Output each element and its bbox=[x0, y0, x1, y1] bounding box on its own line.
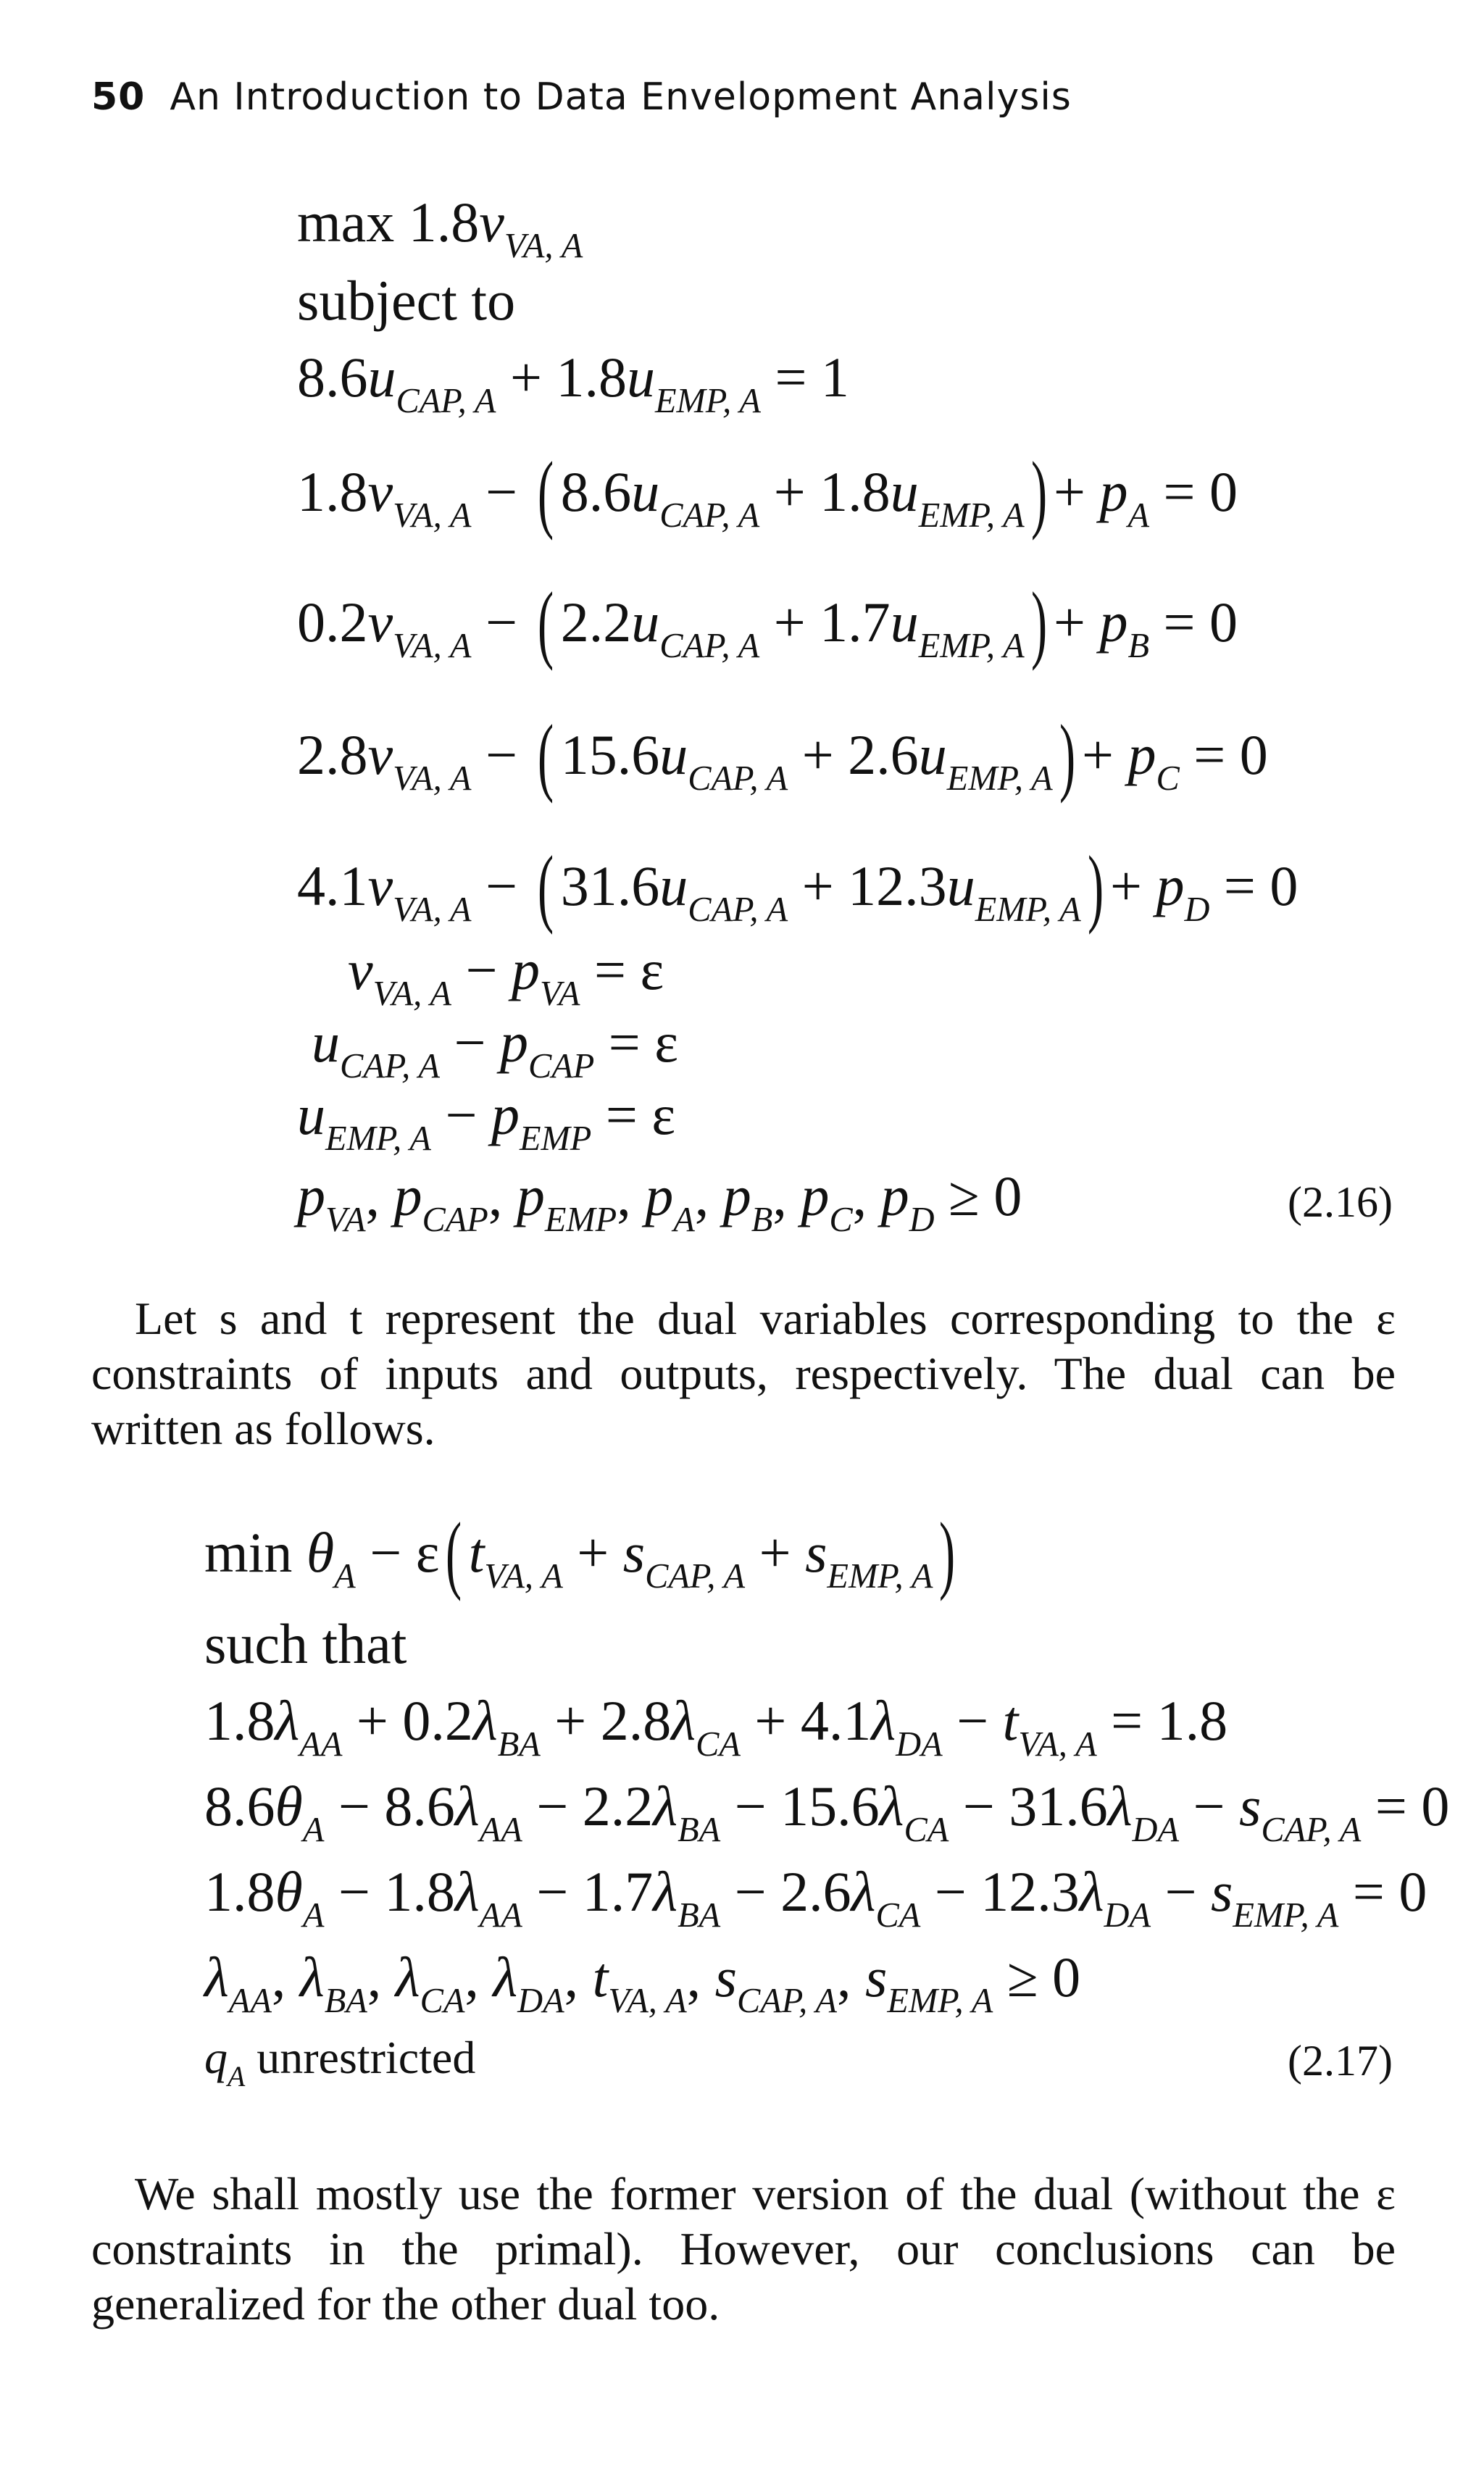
eq216-constraint-a: $1.8v_{VA, A}$ − ( $8.6u_{CAP, A} + 1.8u_{EMP, A}) + p_A = 0$ bbox=[297, 443, 1238, 541]
eq216-nonneg: $p_{VA}$, $p_{CAP}$, $p_{EMP}$, $p_A$, $p_B$, $p_C$, $p_D \ge 0$ bbox=[297, 1164, 1022, 1239]
eq217-objective: $\min \theta_A - \varepsilon$( $t_{VA, A} + s_{CAP, A} + s_{EMP, A}$) bbox=[204, 1504, 956, 1602]
eq216-constraint-b: $0.2v_{VA, A}$ − ( $2.2u_{CAP, A} + 1.7u_{EMP, A}) + p_B = 0$ bbox=[297, 574, 1238, 672]
eq216-eps-cap: $u_{CAP, A} - p_{CAP} = \varepsilon$ bbox=[312, 1011, 679, 1085]
paragraph-text: We shall mostly use the former version of the dual (without the ε constraints in the primal). However, our conclusions can be generalized for the other dual too. bbox=[91, 2168, 1396, 2330]
eq217-such-that: such that bbox=[204, 1612, 407, 1675]
equation-number-216: (2.16) bbox=[1288, 1178, 1393, 1226]
min-keyword: min bbox=[204, 1521, 293, 1584]
eq217-nonneg: $\lambda_{AA}$, $\lambda_{BA}$, $\lambda_{CA}$, $\lambda_{DA}$, $t_{VA, A}$, $s_{CAP, A}$, $s_{EMP, A} \ge 0$ bbox=[204, 1946, 1081, 2020]
paragraph-conclusion bbox=[91, 2167, 1396, 2332]
nonneg-sign: ≥ 0 bbox=[949, 1164, 1022, 1227]
epsilon: ε bbox=[640, 938, 664, 1001]
running-title: An Introduction to Data Envelopment Analysis bbox=[170, 75, 1072, 119]
eq216-eps-va: $v_{VA, A} - p_{VA} = \varepsilon$ bbox=[348, 938, 664, 1013]
running-header bbox=[91, 75, 1072, 119]
eq216-eps-emp: $u_{EMP, A} - p_{EMP} = \varepsilon$ bbox=[297, 1083, 676, 1158]
unrestricted-text: unrestricted bbox=[257, 2032, 476, 2083]
eq216-constraint-1: $8.6u_{CAP, A} + 1.8u_{EMP, A} = 1$ bbox=[297, 346, 849, 420]
eq217-unrestricted: $q_A$ unrestricted bbox=[204, 2032, 476, 2093]
eq217-constraint-2: $8.6\theta_A - 8.6\lambda_{AA} - 2.2\lambda_{BA} - 15.6\lambda_{CA} - 31.6\lambda_{DA} - s_{CAP, A} = 0$ bbox=[204, 1775, 1450, 1849]
eq216-subject-to: subject to bbox=[297, 269, 516, 332]
eq216-constraint-d: $4.1v_{VA, A}$ − ( $31.6u_{CAP, A} + 12.3u_{EMP, A}) + p_D = 0$ bbox=[297, 838, 1298, 935]
equation-number-217: (2.17) bbox=[1288, 2037, 1393, 2085]
paragraph-text: Let s and t represent the dual variables corresponding to the ε constraints of inputs and outputs, respectively. The dual can be written as follows. bbox=[91, 1293, 1396, 1454]
eq217-constraint-3: $1.8\theta_A - 1.8\lambda_{AA} - 1.7\lambda_{BA} - 2.6\lambda_{CA} - 12.3\lambda_{DA} - s_{EMP, A} = 0$ bbox=[204, 1860, 1427, 1935]
eq217-constraint-1: $1.8\lambda_{AA} + 0.2\lambda_{BA} + 2.8\lambda_{CA} + 4.1\lambda_{DA} - t_{VA, A} = 1.8$ bbox=[204, 1689, 1228, 1764]
paragraph-dual-intro bbox=[91, 1291, 1396, 1456]
page-number: 50 bbox=[91, 75, 146, 119]
max-keyword: max bbox=[297, 191, 395, 254]
epsilon: ε bbox=[651, 1083, 676, 1146]
epsilon: ε bbox=[654, 1011, 679, 1074]
eq216-objective: $\max 1.8v_{VA, A}$ bbox=[297, 191, 583, 265]
eq216-constraint-c: $2.8v_{VA, A}$ − ( $15.6u_{CAP, A} + 2.6u_{EMP, A}) + p_C = 0$ bbox=[297, 706, 1268, 804]
